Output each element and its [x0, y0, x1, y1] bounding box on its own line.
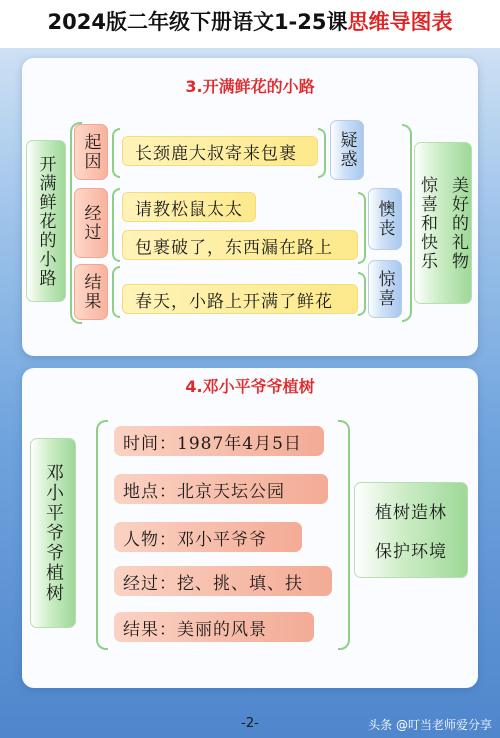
- stage-cause: 起因: [74, 124, 108, 180]
- stage-result: 结果: [74, 264, 108, 320]
- conclusion-protect: 保护环境: [375, 542, 447, 562]
- conclusion-line-1: 美好的礼物: [448, 175, 468, 271]
- lesson3-title: 3.开满鲜花的小路: [185, 77, 315, 96]
- lesson4-right-bracket: [338, 420, 350, 650]
- lesson4-title: 4.邓小平爷爷植树: [185, 377, 315, 396]
- lesson3-main-node: 开满鲜花的小路: [26, 140, 66, 302]
- lesson3-conclusion: [414, 142, 472, 304]
- cause-right-bracket: [318, 128, 326, 178]
- event-result: 春天，小路上开满了鲜花: [122, 284, 358, 314]
- lesson3-card: [22, 58, 478, 356]
- stage-process: 经过: [74, 188, 108, 258]
- feeling-dejected: 懊丧: [368, 188, 402, 250]
- result-bracket: [112, 266, 120, 318]
- page-number: -2-: [241, 716, 259, 731]
- result-right-bracket: [358, 272, 366, 316]
- right-bracket: [402, 124, 412, 322]
- feeling-doubt: 疑惑: [330, 120, 364, 180]
- lesson4-left-bracket: [96, 420, 108, 650]
- lesson4-conclusion: [354, 482, 468, 578]
- conclusion-line-2: 惊喜和快乐: [417, 175, 437, 271]
- item-result: 结果：美丽的风景: [114, 612, 314, 642]
- event-process-1: 请教松鼠太太: [122, 192, 256, 222]
- title-highlight: 思维导图表: [347, 10, 453, 34]
- lesson4-card: [22, 368, 478, 688]
- conclusion-plant: 植树造林: [375, 503, 447, 523]
- item-time: 时间：1987年4月5日: [114, 426, 324, 456]
- process-right-bracket: [358, 192, 366, 264]
- lesson4-main-node: 邓小平爷爷植树: [30, 438, 76, 628]
- process-bracket: [112, 188, 120, 262]
- feeling-surprise: 惊喜: [368, 260, 402, 318]
- title-main: 2024版二年级下册语文1-25课: [47, 10, 348, 34]
- event-cause: 长颈鹿大叔寄来包裹: [122, 136, 318, 166]
- item-process: 经过：挖、挑、填、扶: [114, 566, 332, 596]
- watermark: 头条 @叮当老师爱分享: [368, 718, 492, 732]
- page-title: [0, 0, 500, 48]
- footer: [0, 710, 500, 738]
- item-place: 地点：北京天坛公园: [114, 474, 328, 504]
- cause-bracket: [112, 128, 120, 178]
- item-people: 人物：邓小平爷爷: [114, 522, 302, 552]
- event-process-2: 包裹破了，东西漏在路上: [122, 230, 358, 260]
